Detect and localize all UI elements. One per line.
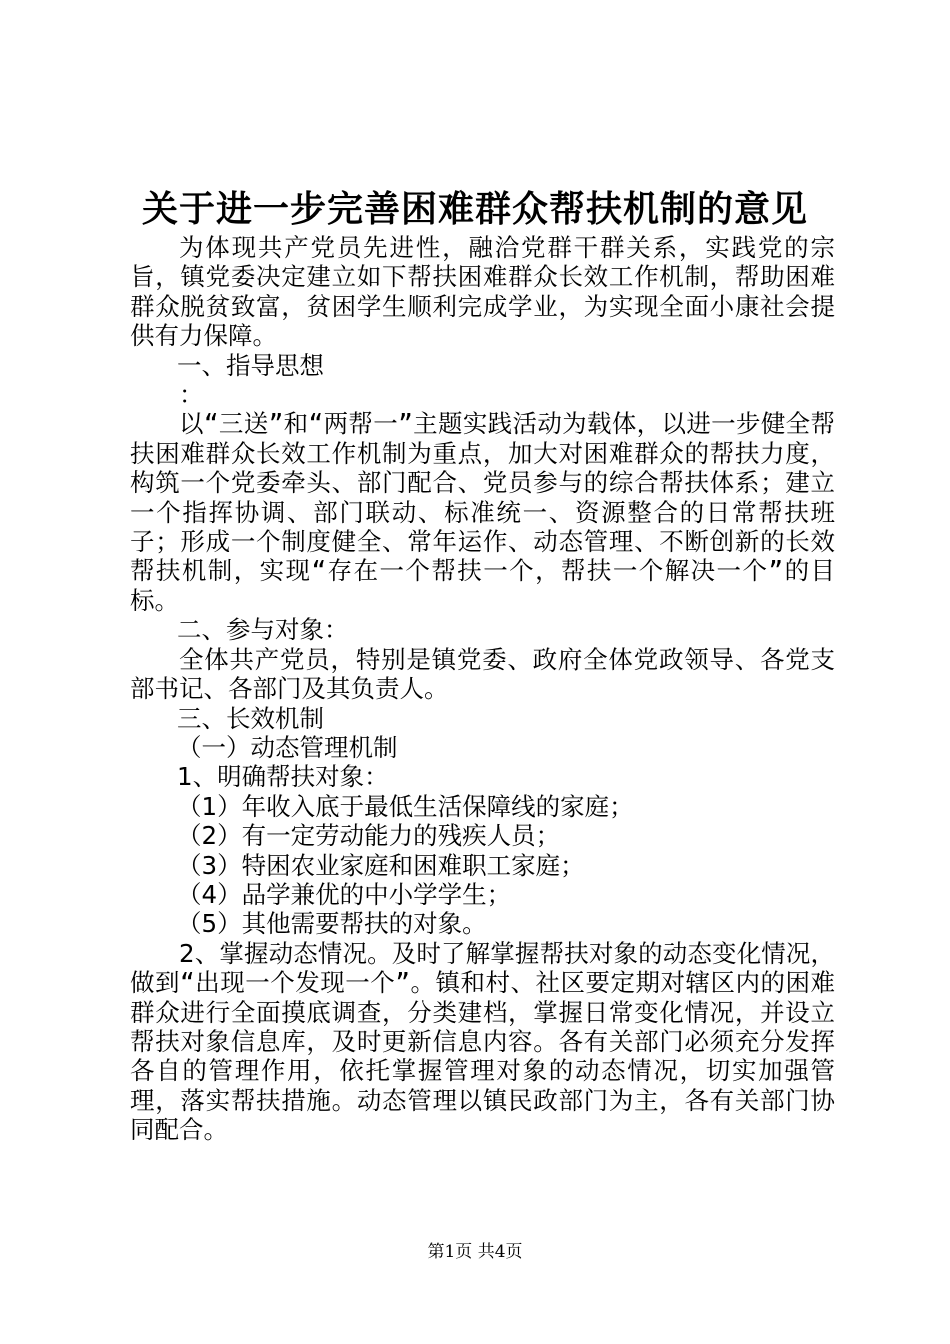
guiding-thought-paragraph: 以“三送”和“两帮一”主题实践活动为载体，以进一步健全帮扶困难群众长效工作机制为重点，加大对困难群众的帮扶力度，构筑一个党委牵头、部门配合、党员参与的综合帮扶体系；建立一个指挥协调、部门联动、标准统一、资源整合的日常帮扶班子；形成一个制度健全、常年运作、动态管理、不断创新的长效帮扶机制，实现“存在一个帮扶一个，帮扶一个解决一个”的目标。 [130,409,835,615]
point-dynamic-situation [130,939,835,1145]
section-heading-participants: 二、参与对象： [177,615,349,645]
document-title: 关于进一步完善困难群众帮扶机制的意见 [141,188,808,230]
subsection-dynamic-management: （一）动态管理机制 [177,732,398,762]
list-item: （2）有一定劳动能力的残疾人员； [177,821,561,851]
document-body [130,233,835,1145]
point-dynamic-situation-lead: 2、掌握动态情况。 [179,938,392,968]
intro-paragraph: 为体现共产党员先进性，融洽党群干群关系，实践党的宗旨，镇党委决定建立如下帮扶困难群众长效工作机制，帮助困难群众脱贫致富，贫困学生顺利完成学业，为实现全面小康社会提供有力保障。 [130,233,835,351]
list-item: （4）品学兼优的中小学学生； [177,879,512,909]
list-item: （3）特困农业家庭和困难职工家庭； [177,850,585,880]
point-dynamic-situation-text: 及时了解掌握帮扶对象的动态变化情况，做到“出现一个发现一个”。镇和村、社区要定期对辖区内的困难群众进行全面摸底调查，分类建档，掌握日常变化情况，并设立帮扶对象信息库，及时更新信息内容。各有关部门必须充分发挥各自的管理作用，依托掌握管理对象的动态情况，切实加强管理，落实帮扶措施。动态管理以镇民政部门为主，各有关部门协同配合。 [130,938,836,1145]
page-footer: 第1页 共4页 [427,1242,523,1262]
section-heading-mechanism: 三、长效机制 [177,703,324,733]
participants-paragraph: 全体共产党员，特别是镇党委、政府全体党政领导、各党支部书记、各部门及其负责人。 [130,644,835,704]
section-colon: ： [179,380,204,410]
point-define-targets: 1、明确帮扶对象： [177,762,389,792]
list-item: （5）其他需要帮扶的对象。 [177,909,487,939]
list-item: （1）年收入底于最低生活保障线的家庭； [177,791,634,821]
section-heading-guiding-thought: 一、指导思想 [177,350,324,380]
